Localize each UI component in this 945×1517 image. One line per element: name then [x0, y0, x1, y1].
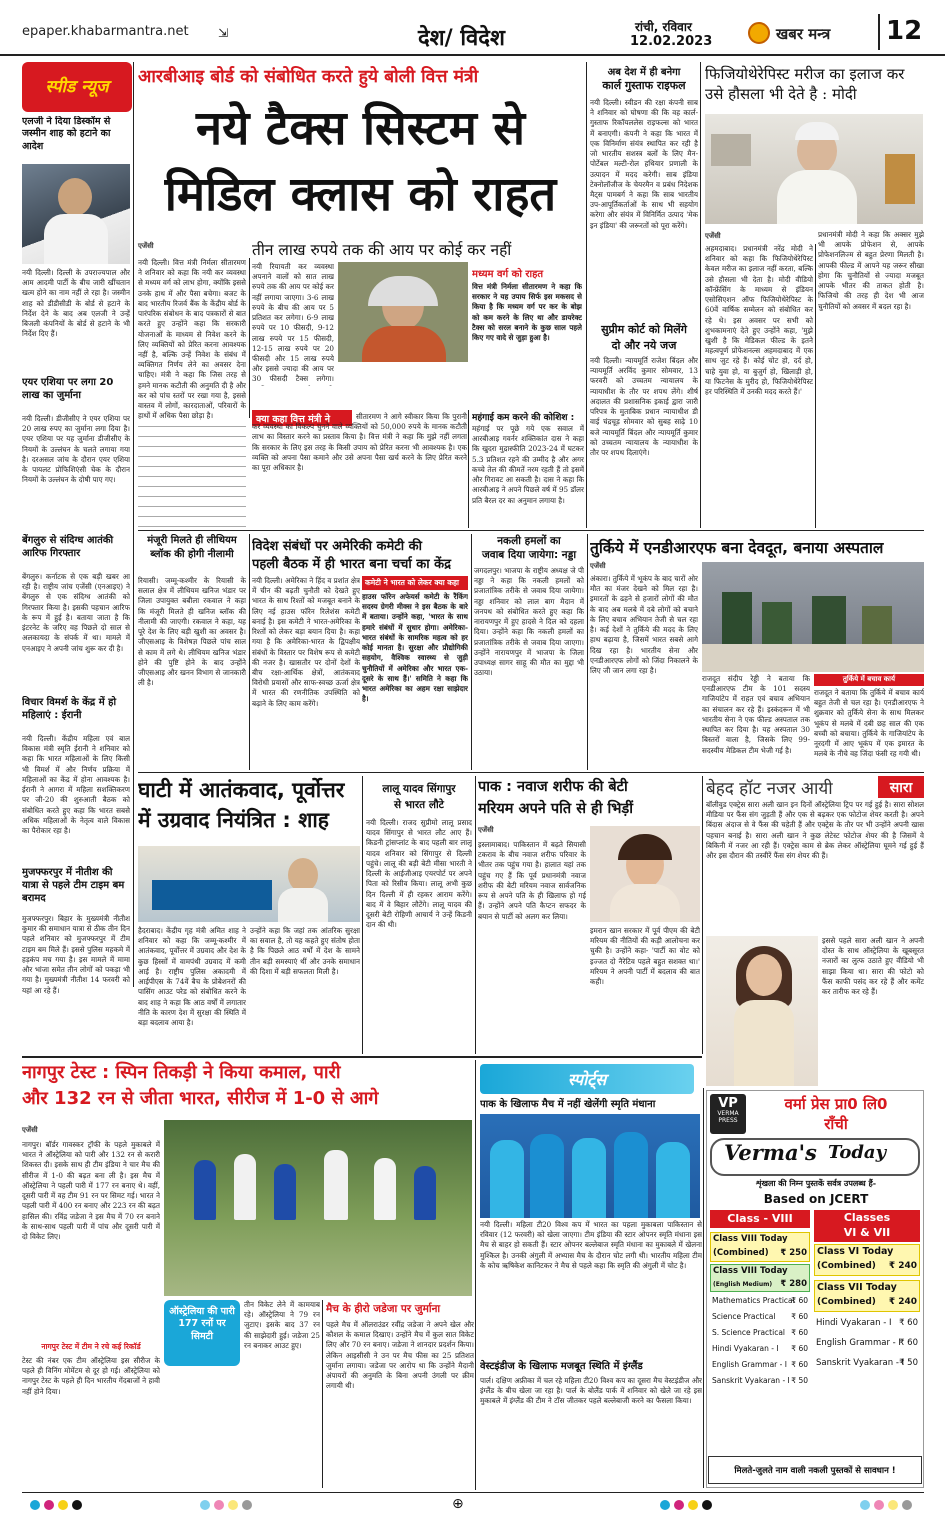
maryam-head-1: पाक : नवाज शरीफ की बेटी [478, 779, 628, 795]
shah-photo [138, 846, 360, 922]
ad-right-list [814, 1314, 920, 1394]
turkey-body-3: राजदूत संदीप रेड्डी ने बताया कि एनडीआरएफ टीम के 101 सदस्य गाजियांटेप में राहत एवं बचाव अभियान का संचालन कर रहे हैं। इस्कंदरून में भी भारतीय सेना ने एक फील्ड अस्पताल तक स्थापित कर दिया है। यह अस्पताल 30 बिस्तरों वाला है, जिसके लिए 99-सदस्यीय मेडिकल टीम भेजी गई है। [702, 674, 810, 755]
turkey-body: अंकारा। तुर्किये में भूकंप के बाद चारों ओर मौत का मंजर देखने को मिल रहा है। इमारतों के ढहने से हजारों लोगों की मौत के बाद अब मलबे में दबे लोगों को बचाने के लिए बचाव अभियान तेजी से चल रहा है। कई देशों ने तुर्किये की मदद के लिए हाथ बढ़ाया है, जिसमें भारत सबसे आगे दिख रहा है। भारतीय सेना और एनडीआरएफ लोगों को जिंदा निकालने के लिए जी जान लगा रहा है। [590, 574, 698, 675]
nadda-body: जगदलपुर। भाजपा के राष्ट्रीय अध्यक्ष जे पी नड्डा ने कहा कि नकली हमलों को प्रजातांत्रिक तरीके से जवाब दिया जायेगा। नड्डा शनिवार को लाल बाग मैदान में जनपथ को संबोधित करते हुए कहा कि नारायणपुर में हुए हादसे ने दिल को दहला दिया। उन्होंने कहा कि नकली हमलों का प्रजातांत्रिक तरीके से जवाब दिया जाएगा। उन्होंने नारायणपुर में भाजपा के जिला उपाध्यक्ष सागर साहू की मौत का मुद्दा भी उठाया। [474, 566, 584, 678]
registration-dot-grey-4 [902, 1500, 912, 1510]
maryam-head-2: मरियम अपने पति से ही भिड़ीं [478, 801, 634, 817]
wi-body: पार्ल। दक्षिण अफ्रीका में चल रहे महिला टी20 विश्व कप का दूसरा मैच वेस्टइंडीज और इंग्लैंड के बीच खेला जा रहा है। पार्ल के बोलैंड पार्क में शनिवार को खेले जा रहे इस मुकाबले में इंग्लैंड की टीम ने टॉस जीतकर पहले बल्लेबाजी करने का फैसला किया। [480, 1376, 702, 1406]
cricket-box-head: नागपुर टेस्ट में टीम ने रचे कई रिकॉर्ड [41, 1342, 141, 1351]
ad-right-item-1-sub: (Combined) [817, 1261, 876, 1271]
das-box-title: महंगाई कम करने की कोशिश : [472, 413, 575, 423]
page-number: 12 [886, 16, 923, 46]
cricket-sub-head: ऑस्ट्रेलिया की पारी 177 रनों पर सिमटी [164, 1300, 240, 1366]
sara-body-2: इससे पहले सारा अली खान ने अपनी दोस्त के साथ ऑस्ट्रेलिया के खूबसूरत नजारों का लुत्फ उठाते हुए वीडियो भी साझा किया था। सारा की फोटो को फैंस काफी पसंद कर रहे हैं और कमेंट कर तारीफ कर रहे हैं। [822, 936, 924, 997]
dateline-date: 12.02.2023 [630, 34, 713, 49]
brand-name: खबर मन्त्र [776, 25, 831, 43]
budget-agency: एजेंसी [138, 242, 154, 250]
modi-agency: एजेंसी [705, 232, 721, 240]
cricket-head-2: और 132 रन से जीता भारत, सीरीज में 1-0 से आगे [22, 1088, 379, 1109]
cricket-photo [164, 1120, 472, 1296]
registration-dot-cyan-1 [30, 1500, 40, 1510]
ad-left-item-1-label: Class VIII Today [713, 1234, 788, 1244]
ad-left-item-1[interactable] [710, 1232, 810, 1262]
verma-brand-script: Verma's [724, 1140, 817, 1165]
shah-head-2: में उग्रवाद नियंत्रित : शाह [138, 808, 329, 832]
lalu-body: नयी दिल्ली। राजद सुप्रीमो लालू प्रसाद यादव सिंगापुर से भारत लौट आए हैं। किडनी ट्रांसप्लांट के बाद पहली बार लालू यादव शनिवार को सिंगापुर से दिल्ली पहुंचे। लालू की बड़ी बेटी मीसा भारती ने दिल्ली के आईजीआइ एयरपोर्ट पर अपने पिता को रिसीव किया। लालू अभी कुछ दिन दिल्ली में ही रहकर आराम करेंगे। बाद में वे बिहार लौटेंगे। लालू यादव की दूसरी बेटी रोहिणी आचार्य ने उन्हें किडनी दान की थी। [366, 818, 472, 930]
registration-dot-cyan-4 [860, 1500, 870, 1510]
ad-left-item-6[interactable]: Hindi Vyakaran - I ₹ 60 [712, 1344, 808, 1353]
budget-quote-head: मध्यम वर्ग को राहत [472, 269, 544, 280]
lalu-head-1: लालू यादव सिंगापुर [382, 783, 456, 795]
carl-head-2: कार्ल गुस्ताफ राइफल [602, 79, 686, 92]
class-viii-header: Class - VIII [710, 1210, 810, 1228]
ad-left-item-1-price: ₹ 250 [780, 1248, 807, 1258]
nadda-head-1: नकली हमलों का [497, 535, 561, 547]
turkey-body-2: राजदूत ने बताया कि तुर्किये में बचाव कार्य बहुत तेजी से चल रहा है। एनडीआरएफ ने शुक्रवार को तुर्किये सेना के साथ मिलकर भूकंप से मलबे में दबी छह साल की एक बच्ची को बचाया। तुर्किये के गाजियांटेप के नूरदगी में आए भूकंप में एक इमारत के मलबे के नीचे वह जिंदा फंसी रह गयी थी। [814, 688, 924, 759]
ad-left-item-2-price: ₹ 280 [780, 1279, 807, 1289]
registration-dot-magenta-2 [214, 1500, 224, 1510]
registration-dot-yellow-1 [58, 1500, 68, 1510]
registration-dot-yellow-3 [688, 1500, 698, 1510]
registration-dot-magenta-3 [674, 1500, 684, 1510]
turkey-head: तुर्किये में एनडीआरएफ बना देवदूत, बनाया अस्पताल [590, 539, 884, 557]
registration-dot-grey-2 [242, 1500, 252, 1510]
budget-body: नयी दिल्ली। वित्त मंत्री निर्मला सीतारमण ने शनिवार को कहा कि नयी कर व्यवस्था से मध्यम वर्ग को लाभ होगा, क्योंकि इससे उनके हाथ में और पैसा बचेगा। बजट के बाद भारतीय रिजर्व बैंक के केंद्रीय बोर्ड के पारंपरिक संबोधन के बाद पत्रकारों से बात करते हुए उन्होंने कहा कि सरकारी योजनाओं के माध्यम से निवेश करने के लिए व्यक्तियों को प्रेरित करना आवश्यक नहीं है, बल्कि उन्हें निवेश के संबंध में व्यक्तिगत निर्णय लेने का अवसर देना चाहिए। मंत्री ने कहा कि जिस तरह से हमने मानक कटौती की अनुमति दी है और कर को पांच स्तरों पर रखा गया है, इससे वास्तव में लोगों, कारदाताओं, परिवारों के हाथों में अधिक पैसा छोड़ा है। [138, 258, 246, 420]
sc-head-1: सुप्रीम कोर्ट को मिलेंगे [601, 323, 687, 336]
speed-news-body-4: नयी दिल्ली। केंद्रीय महिला एवं बाल विकास मंत्री स्मृति ईरानी ने शनिवार को कहा कि भारत महिलाओं के लिए किसी भी विमर्श में और निर्णय प्रक्रिया में महिलाओं का केंद्र में होना आवश्यक है। ईरानी ने आगरा में महिला सशक्तिकरण पर जी-20 की शुरुआती बैठक को संबोधित करते हुए कहा कि भारत सबसे अधिक महिलाओं के नेतृत्व वाले विकास का पैरोकार रहा है। [22, 734, 130, 835]
budget-headline-1: नये टैक्स सिस्टम से [195, 101, 526, 156]
das-box-body: महंगाई पर पूछे गये एक सवाल में आरबीआइ गवर्नर शक्तिकांत दास ने कहा कि खुदरा मुद्रास्फीति 2023-24 में घटकर 5.3 प्रतिशत रहने की उम्मीद है और अगर कच्चे तेल की कीमतें नरम रहती हैं तो इसमें और गिरावट आ सकती है। दास ने कहा कि आरबीआइ ने अपने पिछले वर्ष में 95 डॉलर प्रति बैरल दर का अनुमान लगाया है। [472, 424, 584, 505]
speed-news-body-5: मुजफ्फरपुर। बिहार के मुख्यमंत्री नीतीश कुमार की समाधान यात्रा से ठीक तीन दिन पहले शनिवार को मुजफ्फरपुर में टीम टाइम बम मिले हैं। इससे पुलिस महकमे में हड़कंप मच गया है। इस मामले में मामा और भांजा समेत तीन लोगों को पकड़ा भी गया है। मुख्यमंत्री नीतीश 14 फरवरी को यहां आ रहे हैं। [22, 914, 130, 995]
verma-title-1: वर्मा प्रेस प्रा0 लि0 [784, 1095, 888, 1113]
verma-based-on: Based on JCERT [763, 1192, 869, 1206]
budget-slab-text-tail [252, 372, 582, 408]
budget-body-extended [138, 420, 246, 532]
cricket-body-2: तीन विकेट लेने में कामयाब रहे। ऑस्ट्रेलिया ने 79 रन जुटाए। इसके बाद 37 रन की साझेदारी हुई। जडेजा 25 रन बनाकर आउट हुए। [244, 1300, 320, 1350]
lalu-head-2: से भारत लौटे [394, 799, 444, 811]
registration-dot-black-1 [72, 1500, 82, 1510]
fm-box-title: क्या कहा वित्त मंत्री ने [252, 410, 352, 426]
ad-left-item-8[interactable]: Sanskrit Vyakaran - I ₹ 50 [712, 1376, 808, 1385]
wi-head: वेस्टइंडीज के खिलाफ मजबूत स्थिति में इंग्लैंड [480, 1361, 643, 1372]
registration-dot-magenta-1 [44, 1500, 54, 1510]
verma-tagline: शृंखला की निम्न पुस्तकें सर्वत्र उपलब्ध हैं- [755, 1178, 877, 1188]
ad-right-item-2-price: ₹ 240 [888, 1297, 917, 1307]
budget-subhead: तीन लाख रुपये तक की आय पर कोई कर नहीं [252, 241, 512, 259]
nadda-head-2: जवाब दिया जायेगा: नड्डा [481, 549, 577, 561]
registration-dot-black-3 [702, 1500, 712, 1510]
sara-body: बॉलीवुड एक्ट्रेस सारा अली खान इन दिनों ऑस्ट्रेलिया ट्रिप पर गई हुई है। सारा सोशल मीडिया पर फैंस संग जुड़ती हैं और एक से बढ़कर एक फोटोज शेयर करती है। अपने बिंदास अंदाज से वे फैंस की चहेती हैं और एक्ट्रेस के तौर पर भी उन्होंने अपनी खास पहचान बनाई है। सारा अली खान ने कुछ लेटेस्ट फोटोज शेयर की है जिसमें वे बिकिनी में नजर आ रही हैं। एक्ट्रेस काम से ब्रेक लेकर ऑस्ट्रेलिया घूमने गई हुई हैं और इस दौरान की तस्वीरें फैंस संग शेयर की हैं। [706, 800, 924, 861]
modi-body-2: प्रधानमंत्री मोदी ने कहा कि अक्सर मुझे भी आपके प्रोफेशन से, आपके प्रोफेशनलिज्म से बहुत प्रेरणा मिलती है। आपकी फील्ड में आपने यह जरूर सीखा होगा कि चुनौतियों से ज्यादा मजबूत आपके भीतर की ताकत होती है। फिजियो की तरह ही देश भी आज चुनौतियों को अवसर में बदल रहा है। [818, 230, 924, 311]
class-vi-vii-header-1: Classes [814, 1210, 920, 1226]
ad-left-item-7[interactable]: English Grammar - I ₹ 60 [712, 1360, 808, 1369]
cricket-box-body: टेस्ट की नंबर एक टीम ऑस्ट्रेलिया इस सीरीज के पहले ही विनिंग मोमेंटम से दूर हो गई। ऑस्ट्रेलिया को नागपुर टेस्ट के पहले ही दिन भारतीय गेंदबाजों ने हावी नहीं होने दिया। [22, 1356, 160, 1396]
turkey-photo [702, 562, 924, 672]
lithium-body: रियासी। जम्मू-कश्मीर के रियासी के सलाल क्षेत्र में लीथियम खनिज भंडार पर जिला उपायुक्त बबीला रकवाल ने कहा कि मंजूरी मिलते ही खनिज ब्लॉक की नीलामी की जाएगी। रकवाल ने कहा, यह पूरे देश के लिए बड़ी खुशी का अवसर है। जीएसआइ के विशेषज्ञ पिछले पांच साल से काम में लगे थे। लीथियम खनिज भंडार होने की पुष्टि होने के बाद उन्होंने जीएसआइ और खनन विभाग से जानकारी ली है। [138, 576, 246, 688]
speed-news-label: स्पीड न्यूज [45, 77, 109, 97]
sara-photo [706, 936, 818, 1086]
ad-left-item-5[interactable]: S. Science Practical ₹ 60 [712, 1328, 808, 1337]
section-title: देश/ विदेश [418, 26, 505, 51]
ad-left-list [710, 1294, 810, 1450]
ad-right-item-1-price: ₹ 240 [888, 1261, 917, 1271]
mandhana-body: नयी दिल्ली। महिला टी20 विश्व कप में भारत का पहला मुकाबला पाकिस्तान से रविवार (12 फरवरी) को खेला जाएगा। टीम इंडिया की स्टार ओपनर स्मृति मंधाना इस मैच से बाहर हो सकती हैं। स्टार ओपनर बल्लेबाज स्मृति मंधाना का मुकाबले में खेलना मुश्किल है। उनकी अंगुली में अभ्यास मैच के दौरान चोट लगी थी। भारतीय महिला टीम के कोच ऋषिकेश कानिटकर ने मैच से पहले कहा कि स्मृति की अंगुली में चोट है। [480, 1220, 702, 1270]
sc-body: नयी दिल्ली। न्यायमूर्ति राजेश बिंदल और न्यायमूर्ति अरविंद कुमार सोमवार, 13 फरवरी को उच्चतम न्यायालय के न्यायाधीश के तौर पर शपथ लेंगे। शीर्ष अदालत की प्रशासनिक इकाई द्वारा जारी परिपत्र के मुताबिक प्रधान न्यायाधीश डी वाई चंद्रचूड़ सोमवार को सुबह साढ़े 10 बजे न्यायमूर्ति बिंदल और न्यायमूर्ति कुमार को उच्चतम न्यायालय के न्यायाधीश के तौर पर शपथ दिलाएंगे। [590, 356, 698, 457]
maryam-body-2: इमरान खान सरकार में पूर्व पीएम की बेटी मरियम की नीतियों की कड़ी आलोचना कर चुकी है। उन्होंने कहा- 'पार्टी का वोट को इज्जत दो नैरेटिव पहले बहुत सशक्त था।' मरियम ने अपनी पार्टी में बदलाव की बात कही। [590, 926, 700, 987]
class-vi-vii-header-2: VI & VII [814, 1226, 920, 1242]
speed-news-photo-1 [22, 164, 130, 264]
shah-body-2: उन्होंने कहा कि जहां तक आंतरिक सुरक्षा का सवाल है, तो यह कहते हुए संतोष होता है कि पिछले आठ वर्षों में देश के सामने तीन बड़ी समस्याएं थीं और उनके समाधान की दिशा में बड़ी सफलता मिली है। [250, 926, 360, 976]
us-box-title: कमेटी ने भारत को लेकर क्या कहा [362, 576, 468, 590]
shah-body: हैदराबाद। केंद्रीय गृह मंत्री अमित शाह ने शनिवार को कहा कि जम्मू-कश्मीर में आतंकवाद, पूर्वोत्तर में उग्रवाद और देश के कुछ हिस्सों में वामपंथी उग्रवाद में कमी आई है। राष्ट्रीय पुलिस अकादमी में आईपीएस के 74वें बैच के प्रोबेशनरों की पासिंग आउट परेड को संबोधित करने के बाद शाह ने कहा कि आठ वर्षों में लगातार नीति के कारण देश में सुरक्षा की स्थिति में बड़ा बदलाव आया है। [138, 926, 246, 1027]
ad-right-item-5[interactable]: Sanskrit Vyakaran - I ₹ 50 [816, 1358, 918, 1368]
mandhana-head: पाक के खिलाफ मैच में नहीं खेलेंगी स्मृति मंधाना [480, 1099, 656, 1110]
speed-news-head-2: एयर एशिया पर लगा 20 लाख का जुर्माना [22, 377, 114, 401]
sc-head-2: दो और नये जज [611, 339, 677, 352]
modi-body: अहमदाबाद। प्रधानमंत्री नरेंद्र मोदी ने शनिवार को कहा कि फिजियोथेरेपिस्ट केवल मरीज का इलाज नहीं करता, बल्कि उसे हौसला भी देता है। मोदी वीडियो कॉन्फ्रेंसिंग के माध्यम से इंडियन एसोसिएशन ऑफ फिजियोथेरेपिस्ट के 60वें वार्षिक सम्मेलन को संबोधित कर रहे थे। इस अवसर पर सभी को शुभकामनाएं देते हुए उन्होंने कहा, 'मुझे खुशी है कि मेडिकल फील्ड के इतने महत्वपूर्ण प्रोफेशनल्स अहमदाबाद में एक साथ जुट रहे हैं। कोई चोट हो, दर्द हो, चाहे युवा हो, या बुजुर्ग हो, खिलाड़ी हो, या फिटनेस के मुरीद हो, फिजियोथेरेपिस्ट हर परिस्थिति में उनकी मदद करते हैं।' [705, 244, 813, 397]
ad-left-item-3[interactable]: Mathematics Practical ₹ 60 [712, 1296, 808, 1305]
ad-right-item-1[interactable] [814, 1244, 920, 1276]
registration-dot-magenta-4 [874, 1500, 884, 1510]
fm-box-body: सीतारमण ने आगे स्वीकार किया कि पुरानी कर व्यवस्था का विकल्प चुनने वाले व्यक्तियों को 50,000 रुपये के मानक कटौती लाभ का विस्तार करने का प्रस्ताव किया है। वित्त मंत्री ने कहा कि मुझे नहीं लगता कि सरकार के लिए इस तरह के किसी उपाय को प्रेरित करना भी आवश्यक है। एक व्यक्ति को अपना पैसा कमाने और उसे अपना पैसा खर्च करने के लिए प्रेरित करने का पूरा अधिकार है। [252, 412, 467, 473]
maryam-body: इस्लामाबाद। पाकिस्तान में बढ़ते सियासी टकराव के बीच नवाज शरीफ परिवार के भीतर तक पहुंच गया है। हालात यहां तक पहुंच गए हैं कि पूर्व प्रधानमंत्री नवाज शरीफ की बेटी मरियम नवाज सार्वजनिक रूप से अपने पति के ही खिलाफ हो गई हैं। उन्होंने अपने पति कैप्टन सफदर के बयान से पार्टी को अलग कर लिया। [478, 840, 586, 921]
modi-head: फिजियोथेरेपिस्ट मरीज का इलाज कर उसे हौसला भी देते है : मोदी [705, 65, 905, 104]
jadeja-body: पहले मैच में ऑलराउंडर रवींद्र जडेजा ने अपने खेल और कौशल के कमाल दिखाए। उन्होंने मैच में कुल सात विकेट लिए और 70 रन बनाए। जडेजा ने शानदार प्रदर्शन किया। लेकिन आइसीसी ने उन पर मैच फीस का 25 प्रतिशत जुर्माना लगाया। जडेजा पर आरोप था कि उन्होंने मैदानी अंपायरों की अनुमति के बिना अपनी उंगली पर क्रीम लगायी थी। [326, 1320, 474, 1391]
registration-dot-yellow-2 [228, 1500, 238, 1510]
mandhana-photo [480, 1114, 700, 1218]
ad-right-item-2-label: Class VII Today [817, 1282, 897, 1293]
ad-left-item-2-sub: (English Medium) [713, 1281, 773, 1288]
speed-news-head-4: विचार विमर्श के केंद्र में हो महिलाएं : ईरानी [22, 697, 117, 721]
turkey-photo-caption: तुर्किये में बचाव कार्य [814, 674, 924, 686]
verma-logo: VP VERMA PRESS [710, 1094, 746, 1134]
jadeja-head: मैच के हीरो जडेजा पर जुर्माना [326, 1303, 441, 1315]
registration-dot-cyan-2 [200, 1500, 210, 1510]
speed-news-head-1: एलजी ने दिया डिस्कॉम से जस्मीन शाह को हटाने का आदेश [22, 116, 111, 152]
budget-headline-2: मिडिल क्लास को राहत [164, 167, 557, 222]
turkey-agency: एजेंसी [590, 562, 606, 570]
sara-head-name: सारा [878, 776, 924, 798]
maryam-photo [590, 826, 700, 922]
dateline-city: रांची, रविवार [635, 20, 692, 34]
epaper-url[interactable]: epaper.khabarmantra.net [22, 24, 189, 39]
ad-right-item-1-label: Class VI Today [817, 1246, 894, 1257]
ad-right-item-2[interactable] [814, 1280, 920, 1312]
speed-news-head-3: बेंगलुरु से संदिग्ध आतंकी आरिफ गिरफ्तार [22, 535, 114, 559]
registration-dot-cyan-3 [660, 1500, 670, 1510]
sitharaman-photo [338, 262, 468, 362]
ad-right-item-3[interactable]: Hindi Vyakaran - I ₹ 60 [816, 1318, 918, 1328]
speed-news-body-2: नयी दिल्ली। डीजीसीए ने एयर एशिया पर 20 लाख रुपए का जुर्माना लगा दिया है। एयर एशिया पर यह जुर्माना डीजीसीए के नियमों के उल्लंघन के चलते लगाया गया है। दरअसल जांच के दौरान एयर एशिया के पायलट प्रोफिशिएंसी चेक के दौरान नियमों के उल्लंघन के दोषी पाए गए। [22, 414, 130, 485]
sports-banner-label: स्पोर्ट्स [567, 1070, 607, 1089]
cricket-head-1: नागपुर टेस्ट : स्पिन तिकड़ी ने किया कमाल, पारी [22, 1062, 341, 1083]
speed-news-head-5: मुजफ्फरपुर में नीतीश की यात्रा से पहले टीम टाइम बम बरामद [22, 867, 125, 904]
ad-right-item-4[interactable]: English Grammar - I ₹ 60 [816, 1338, 918, 1348]
ad-left-item-4[interactable]: Science Practical ₹ 60 [712, 1312, 808, 1321]
brand-logo-icon [748, 22, 770, 44]
modi-photo [705, 114, 923, 224]
verma-footer: मिलते-जुलते नाम वाली नकली पुस्तकों से सावधान ! [708, 1456, 922, 1484]
registration-crosshair-icon: ⊕ [452, 1496, 464, 1512]
carl-head-1: अब देश में ही बनेगा [607, 67, 681, 78]
cursor-icon: ⇲ [218, 26, 229, 40]
us-body: नयी दिल्ली। अमेरिका ने हिंद व प्रशांत क्षेत्र में चीन की बढ़ती चुनौती को देखते हुए भारत के साथ रिश्तों को मजबूत बनाने के लिए नई हाउस फॉरेन रिलेशंस कमेटी बनाई है। इस कमेटी ने भारत-अमेरिका के रिश्तों को लेकर बड़ा बयान दिया है। कहा गया है कि अमेरिका-भारत के द्विपक्षीय संबंधों के विस्तार पर विशेष रूप से कमेटी की नजर है। खासतौर पर दोनों देशों के बीच रक्षा-आर्थिक क्षेत्रों, आतंकवाद विरोधी प्रयासों और साफ-स्वच्छ ऊर्जा क्षेत्र में भारत की रणनीतिक उपस्थिति को बढ़ाने के लिए काम करेंगे। [252, 576, 360, 708]
verma-title-2: राँची [824, 1115, 848, 1133]
budget-kicker: आरबीआइ बोर्ड को संबोधित करते हुये बोली वित्त मंत्री [138, 67, 479, 87]
budget-slab-text: नयी रियायती कर व्यवस्था अपनाने वालों को सात लाख रुपये तक की आय पर कोई कर नहीं लगाया जाएगा। 3-6 लाख रुपये के बीच की आय पर 5 प्रतिशत कर लगेगा। 6-9 लाख रुपये पर 10 फीसदी, 9-12 लाख रुपये पर 15 फीसदी, 12-15 लाख रुपये पर 20 फीसदी और 15 लाख रुपये और इससे ज्यादा की आय पर 30 फीसदी टैक्स लगेगा। [252, 262, 334, 384]
speed-news-logo [22, 62, 132, 112]
ad-left-item-2[interactable] [710, 1264, 810, 1292]
us-head-1: विदेश संबंधों पर अमेरिकी कमेटी की [252, 539, 423, 554]
ad-right-item-2-sub: (Combined) [817, 1297, 876, 1307]
ad-left-item-2-label: Class VIII Today [713, 1266, 788, 1276]
speed-news-body-3: बेंगलुरु। कर्नाटक से एक बड़ी खबर आ रही है। राष्ट्रीय जांच एजेंसी (एनआइए) ने बेंगलुरु से एक संदिग्ध आतंकी को गिरफ्तार किया है। इसकी पहचान आरिफ के रूप में हुई है। बताया जाता है कि इंटरनेट के जरिए वह पिछले दो साल से अलकायदा के संपर्क में था। मामले में एनआइए ने अपनी जांच शुरू कर दी है। [22, 572, 130, 653]
us-head-2: पहली बैठक में ही भारत बना चर्चा का केंद्र [252, 557, 452, 572]
sara-head-prefix: बेहद हॉट नजर आयी [706, 779, 833, 799]
verma-brand-today: Today [828, 1142, 887, 1163]
ad-left-item-1-sub: (Combined) [713, 1248, 769, 1258]
speed-news-body-1: नयी दिल्ली। दिल्ली के उपराज्यपाल और आम आदमी पार्टी के बीच जारी खींचतान खत्म होने का नाम नहीं ले रहा है। जस्मीन शाह को डीडीसीडी के बोर्ड से हटाने के निर्देश देने के बाद अब एलजी ने उन्हें बिजली कंपनियों के बोर्ड से हटाने के भी निर्देश दिए हैं। [22, 268, 130, 339]
cricket-body: नागपुर। बॉर्डर गावस्कर ट्रॉफी के पहले मुकाबले में भारत ने ऑस्ट्रेलिया को पारी और 132 रन से करारी शिकस्त दी। इसके साथ ही टीम इंडिया ने चार मैच की सीरीज में 1-0 की बढ़त बना ली है। इस मैच में ऑस्ट्रेलिया ने पहली पारी में 177 रन बनाए थे। वहीं, दूसरी पारी में वह टीम 91 रन पर सिमट गई। भारत ने पहली पारी में 400 रन बनाए और 223 रन की बढ़त हासिल की। रविंद्र जडेजा ने इस मैच में 70 रन बनाने के साथ-साथ पहली पारी में पांच और दूसरी पारी में दो विकेट लिए। [22, 1140, 160, 1241]
registration-dot-yellow-4 [888, 1500, 898, 1510]
carl-body: नयी दिल्ली। स्वीडन की रक्षा कंपनी साब ने शनिवार को घोषणा की कि वह कार्ल-गुस्ताफ रिकॉयललेस राइफल्स को भारत में बनाएगी। कंपनी ने कहा कि भारत में एक विनिर्माण संयंत्र स्थापित कर रही है जो भारतीय सशस्त्र बलों के लिए मैन-पोर्टेबल मल्टी-रोल हथियार प्रणाली के उत्पादन में मदद करेगी। साब इंडिया टेक्नोलॉजीज के चेयरमैन व प्रबंध निदेशक मैट्स पामबर्ग ने कहा कि साब भारतीय उप-आपूर्तिकर्ताओं के साथ भी सहयोग करेगा और संयंत्र में विनिर्मित उत्पाद 'मेक इन इंडिया' की जरूरतों को पूरा करेंगे। [590, 98, 698, 230]
budget-quote-body: वित्त मंत्री निर्मला सीतारमण ने कहा कि सरकार ने यह उपाय सिर्फ इस मकसद से किया है कि मध्यम वर्ग पर कर के बोझ को कम करने के लिए था और डायरेक्ट टैक्स को सरल बनाने के कुछ साल पहले किए गए वादे से जुड़ा हुआ है। [472, 282, 582, 343]
shah-head-1: घाटी में आतंकवाद, पूर्वोत्तर [138, 778, 345, 802]
verma-logo-text: VERMA PRESS [717, 1110, 739, 1124]
us-box-body: हाउस फॉरेन अफेयर्स कमेटी के रैंकिंग सदस्य ग्रेगरी मीक्स ने इस बैठक के बारे में बताया। उन्होंने कहा, 'भारत के साथ हमारे संबंधों में सुधार होगा। अमेरिका-भारत संबंधों के सामरिक महत्व को हर कोई मानता है। सुरक्षा और प्रौद्योगिकी सहयोग, वैश्विक स्वास्थ्य से जुड़ी चुनौतियों में अमेरिका और भारत एक-दूसरे के साथ हैं।' समिति ने कहा कि भारत अमेरिका का अहम रक्षा साझेदार है। [362, 592, 468, 704]
maryam-agency: एजेंसी [478, 826, 494, 834]
lithium-head: मंजूरी मिलते ही लीथियम ब्लॉक की होगी नीलामी [147, 535, 237, 560]
cricket-agency: एजेंसी [22, 1126, 38, 1134]
